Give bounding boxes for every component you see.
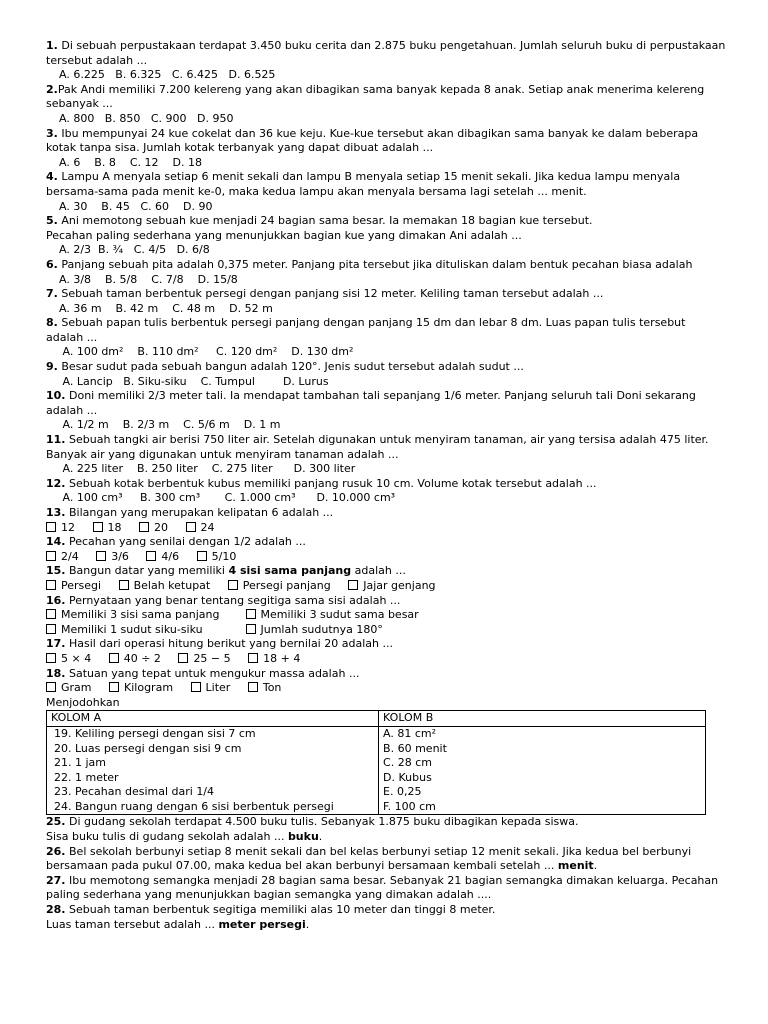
checkbox-option[interactable]: 20 <box>139 521 168 536</box>
checkbox-option[interactable]: 18 + 4 <box>248 652 300 667</box>
checkbox-row-16a <box>46 608 726 623</box>
checkbox-icon[interactable] <box>109 653 119 663</box>
checkbox-icon[interactable] <box>46 609 56 619</box>
question-3: 3. Ibu mempunyai 24 kue cokelat dan 36 kue keju. Kue-kue tersebut akan dibagikan sama banyak ke dalam beberapa kotak tanpa sisa. Jumlah kotak terbanyak yang dapat dibuat adalah ... <box>46 126 699 155</box>
table-cell-a: 23. Pecahan desimal dari 1/4 <box>47 785 379 800</box>
checkbox-icon[interactable] <box>46 522 56 532</box>
checkbox-row-14 <box>46 550 726 565</box>
matching-title: Menjodohkan <box>46 695 120 709</box>
table-cell-b: F. 100 cm <box>379 800 706 815</box>
table-cell-a: 19. Keliling persegi dengan sisi 7 cm <box>47 726 379 741</box>
table-header-row <box>47 711 706 727</box>
question-2: 2.Pak Andi memiliki 7.200 kelereng yang akan dibagikan sama banyak kepada 8 anak. Setiap anak menerima kelereng sebanyak ... <box>46 82 705 111</box>
checkbox-option[interactable]: 24 <box>186 521 215 536</box>
question-6: 6. Panjang sebuah pita adalah 0,375 meter. Panjang pita tersebut jika dituliskan dalam bentuk pecahan biasa adalah <box>46 257 693 271</box>
checkbox-option[interactable]: Kilogram <box>109 681 173 696</box>
options-10: A. 1/2 m B. 2/3 m C. 5/6 m D. 1 m <box>59 418 281 432</box>
checkbox-option[interactable]: Jajar genjang <box>348 579 435 594</box>
checkbox-option[interactable]: Persegi panjang <box>228 579 331 594</box>
question-26: 26. Bel sekolah berbunyi setiap 8 menit sekali dan bel kelas berbunyi setiap 12 menit sekali. Jika kedua bel berbunyi bersamaan pada pukul 07.00, maka kedua bel akan berbunyi bersamaan kembali setelah ... menit. <box>46 844 692 873</box>
question-27: 27. Ibu memotong semangka menjadi 28 bagian sama besar. Sebanyak 21 bagian semangka dimakan keluarga. Pecahan paling sederhana yang menunjukkan bagian semangka yang dimakan adalah .... <box>46 873 719 902</box>
table-row <box>47 726 706 741</box>
checkbox-option[interactable]: Memiliki 3 sudut sama besar <box>246 608 419 623</box>
checkbox-option[interactable]: 3/6 <box>96 550 129 565</box>
question-28-line2: Luas taman tersebut adalah ... meter persegi. <box>46 917 310 931</box>
options-7: A. 36 m B. 42 m C. 48 m D. 52 m <box>59 301 273 315</box>
checkbox-icon[interactable] <box>191 682 201 692</box>
checkbox-icon[interactable] <box>246 609 256 619</box>
question-10: 10. Doni memiliki 2/3 meter tali. Ia mendapat tambahan tali sepanjang 1/6 meter. Panjang seluruh tali Doni sekarang adalah ... <box>46 389 696 417</box>
checkbox-icon[interactable] <box>197 551 207 561</box>
checkbox-option[interactable]: 40 ÷ 2 <box>109 652 161 667</box>
checkbox-icon[interactable] <box>93 522 103 532</box>
checkbox-row-13 <box>46 521 726 536</box>
checkbox-icon[interactable] <box>228 580 238 590</box>
column-a-header: KOLOM A <box>47 711 379 727</box>
checkbox-option[interactable]: Belah ketupat <box>119 579 211 594</box>
checkbox-icon[interactable] <box>119 580 129 590</box>
table-row <box>47 800 706 815</box>
question-25: 25. Di gudang sekolah terdapat 4.500 buku tulis. Sebanyak 1.875 buku dibagikan kepada siswa. <box>46 815 579 829</box>
options-4: A. 30 B. 45 C. 60 D. 90 <box>59 199 213 213</box>
table-cell-a: 22. 1 meter <box>47 771 379 786</box>
table-cell-a: 24. Bangun ruang dengan 6 sisi berbentuk persegi <box>47 800 379 815</box>
table-row <box>47 756 706 771</box>
question-25-line2: Sisa buku tulis di gudang sekolah adalah ... buku. <box>46 830 323 844</box>
checkbox-option[interactable]: Ton <box>248 681 282 696</box>
question-5-line2: Pecahan paling sederhana yang menunjukkan bagian kue yang dimakan Ani adalah ... <box>46 228 522 242</box>
table-row <box>47 742 706 757</box>
checkbox-icon[interactable] <box>46 580 56 590</box>
question-11: 11. Sebuah tangki air berisi 750 liter air. Setelah digunakan untuk menyiram tanaman, air yang tersisa adalah 475 liter. Banyak air yang digunakan untuk menyiram tanaman adalah ... <box>46 433 709 461</box>
options-11: A. 225 liter B. 250 liter C. 275 liter D. 300 liter <box>59 462 356 476</box>
question-18: 18. Satuan yang tepat untuk mengukur massa adalah ... <box>46 666 360 680</box>
table-cell-a: 20. Luas persegi dengan sisi 9 cm <box>47 742 379 757</box>
question-7: 7. Sebuah taman berbentuk persegi dengan panjang sisi 12 meter. Keliling taman tersebut adalah ... <box>46 287 604 301</box>
checkbox-option[interactable]: 2/4 <box>46 550 79 565</box>
checkbox-icon[interactable] <box>186 522 196 532</box>
checkbox-icon[interactable] <box>178 653 188 663</box>
checkbox-icon[interactable] <box>46 624 56 634</box>
table-row <box>47 785 706 800</box>
question-4: 4. Lampu A menyala setiap 6 menit sekali dan lampu B menyala setiap 15 menit sekali. Jika kedua lampu menyala bersama-sama pada menit ke-0, maka kedua lampu akan menyala bersama lagi setelah ... menit. <box>46 170 681 198</box>
question-28: 28. Sebuah taman berbentuk segitiga memiliki alas 10 meter dan tinggi 8 meter. <box>46 903 496 917</box>
table-cell-b: C. 28 cm <box>379 756 706 771</box>
table-cell-b: D. Kubus <box>379 771 706 786</box>
checkbox-icon[interactable] <box>46 551 56 561</box>
checkbox-icon[interactable] <box>146 551 156 561</box>
options-8: A. 100 dm² B. 110 dm² C. 120 dm² D. 130 dm² <box>59 345 354 359</box>
column-b-header: KOLOM B <box>379 711 706 727</box>
options-2: A. 800 B. 850 C. 900 D. 950 <box>59 111 234 125</box>
table-cell-b: E. 0,25 <box>379 785 706 800</box>
checkbox-option[interactable]: Gram <box>46 681 92 696</box>
checkbox-option[interactable]: Memiliki 1 sudut siku-siku <box>46 623 234 638</box>
worksheet-page <box>46 39 726 932</box>
question-12: 12. Sebuah kotak berbentuk kubus memiliki panjang rusuk 10 cm. Volume kotak tersebut adalah ... <box>46 476 597 490</box>
question-15: 15. Bangun datar yang memiliki 4 sisi sama panjang adalah ... <box>46 564 406 578</box>
checkbox-icon[interactable] <box>96 551 106 561</box>
checkbox-icon[interactable] <box>348 580 358 590</box>
checkbox-icon[interactable] <box>248 653 258 663</box>
checkbox-option[interactable]: 4/6 <box>146 550 179 565</box>
options-9: A. Lancip B. Siku-siku C. Tumpul D. Lurus <box>59 374 329 388</box>
table-row <box>47 771 706 786</box>
question-13: 13. Bilangan yang merupakan kelipatan 6 adalah ... <box>46 506 334 519</box>
checkbox-icon[interactable] <box>139 522 149 532</box>
question-16: 16. Pernyataan yang benar tentang segitiga sama sisi adalah ... <box>46 593 401 607</box>
checkbox-option[interactable]: Memiliki 3 sisi sama panjang <box>46 608 234 623</box>
checkbox-option[interactable]: Persegi <box>46 579 101 594</box>
checkbox-icon[interactable] <box>46 653 56 663</box>
table-cell-a: 21. 1 jam <box>47 756 379 771</box>
checkbox-option[interactable]: 25 − 5 <box>178 652 230 667</box>
checkbox-icon[interactable] <box>248 682 258 692</box>
question-14: 14. Pecahan yang senilai dengan 1/2 adalah ... <box>46 535 306 549</box>
checkbox-option[interactable]: 18 <box>93 521 122 536</box>
question-5: 5. Ani memotong sebuah kue menjadi 24 bagian sama besar. Ia memakan 18 bagian kue tersebut. <box>46 214 593 228</box>
matching-table <box>46 710 706 815</box>
question-1: 1. Di sebuah perpustakaan terdapat 3.450 buku cerita dan 2.875 buku pengetahuan. Jumlah seluruh buku di perpustakaan tersebut adalah ... <box>46 39 726 67</box>
options-5: A. 2/3 B. ¾ C. 4/5 D. 6/8 <box>59 243 210 257</box>
checkbox-row-15 <box>46 579 726 594</box>
options-12: A. 100 cm³ B. 300 cm³ C. 1.000 cm³ D. 10.000 cm³ <box>59 491 396 505</box>
options-1: A. 6.225 B. 6.325 C. 6.425 D. 6.525 <box>59 68 276 82</box>
checkbox-row-18 <box>46 681 726 696</box>
table-cell-b: B. 60 menit <box>379 742 706 757</box>
options-6: A. 3/8 B. 5/8 C. 7/8 D. 15/8 <box>59 272 238 286</box>
checkbox-row-17 <box>46 652 726 667</box>
checkbox-icon[interactable] <box>46 682 56 692</box>
question-17: 17. Hasil dari operasi hitung berikut yang bernilai 20 adalah ... <box>46 637 393 651</box>
table-cell-b: A. 81 cm² <box>379 726 706 741</box>
checkbox-option[interactable]: 5/10 <box>197 550 237 565</box>
checkbox-option[interactable]: Jumlah sudutnya 180° <box>246 623 383 638</box>
question-9: 9. Besar sudut pada sebuah bangun adalah 120°. Jenis sudut tersebut adalah sudut ... <box>46 360 524 374</box>
checkbox-icon[interactable] <box>109 682 119 692</box>
checkbox-option[interactable]: 12 <box>46 521 75 536</box>
checkbox-option[interactable]: 5 × 4 <box>46 652 91 667</box>
question-8: 8. Sebuah papan tulis berbentuk persegi panjang dengan panjang 15 dm dan lebar 8 dm. Luas papan tulis tersebut adalah ... <box>46 316 686 344</box>
checkbox-option[interactable]: Liter <box>191 681 231 696</box>
checkbox-icon[interactable] <box>246 624 256 634</box>
options-3: A. 6 B. 8 C. 12 D. 18 <box>59 155 202 169</box>
checkbox-row-16b <box>46 623 726 638</box>
